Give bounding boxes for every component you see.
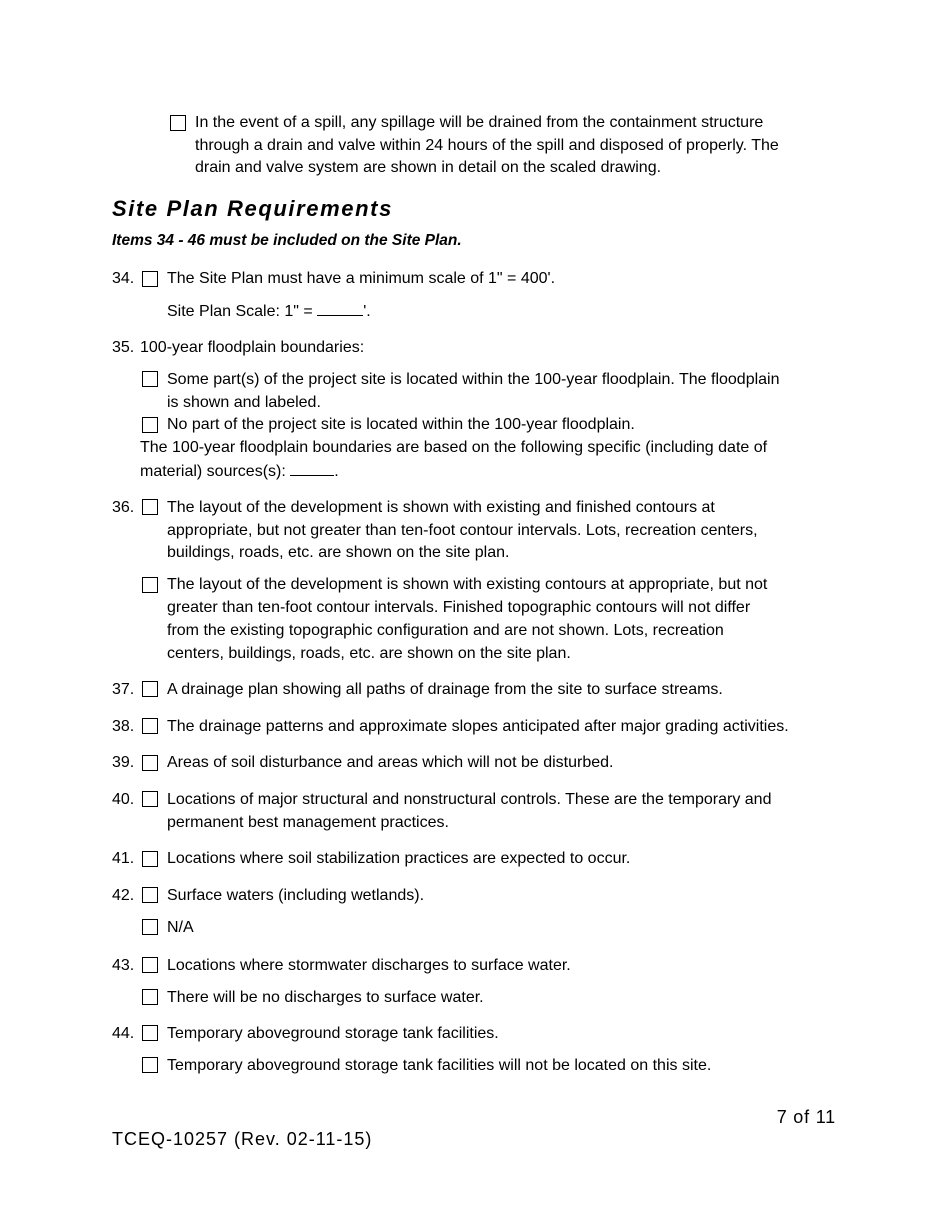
- contours-existing-line-2: greater than ten-foot contour intervals. Finished topographic contours will not differ: [167, 599, 751, 616]
- item-34-text: The Site Plan must have a minimum scale of 1" = 400'.: [167, 270, 556, 287]
- contours-existing-line-1: The layout of the development is shown with existing contours at appropriate, but not: [167, 576, 768, 593]
- item-43-number: 43.: [112, 957, 135, 974]
- contours-finished-line-3: buildings, roads, etc. are shown on the site plan.: [167, 544, 510, 561]
- item-38-checkbox[interactable]: [142, 718, 158, 734]
- floodplain-none-text: No part of the project site is located within the 100-year floodplain.: [167, 416, 635, 433]
- item-44-none-text: Temporary aboveground storage tank facilities will not be located on this site.: [167, 1057, 712, 1074]
- section-title: Site Plan Requirements: [112, 196, 393, 221]
- item-38-text: The drainage patterns and approximate slopes anticipated after major grading activities.: [167, 718, 789, 735]
- item-37-checkbox[interactable]: [142, 681, 158, 697]
- item-40-checkbox[interactable]: [142, 791, 158, 807]
- item-42-text: Surface waters (including wetlands).: [167, 887, 425, 904]
- item-42-na-checkbox[interactable]: [142, 919, 158, 935]
- item-37-text: A drainage plan showing all paths of drainage from the site to surface streams.: [167, 681, 723, 698]
- item-44-number: 44.: [112, 1025, 135, 1042]
- floodplain-source-line-1: The 100-year floodplain boundaries are based on the following specific (including date of: [140, 439, 768, 456]
- item-40-line-2: permanent best management practices.: [167, 814, 449, 831]
- section-subtitle: Items 34 - 46 must be included on the Site Plan.: [112, 232, 462, 249]
- item-41-checkbox[interactable]: [142, 851, 158, 867]
- spill-drain-checkbox[interactable]: [170, 115, 186, 131]
- floodplain-within-checkbox[interactable]: [142, 371, 158, 387]
- item-39-number: 39.: [112, 754, 135, 771]
- item-34-number: 34.: [112, 270, 135, 287]
- item-42-checkbox[interactable]: [142, 887, 158, 903]
- contours-finished-line-1: The layout of the development is shown with existing and finished contours at: [167, 499, 715, 516]
- site-plan-scale-label: Site Plan Scale: 1" =: [167, 303, 318, 320]
- form-identifier: TCEQ-10257 (Rev. 02-11-15): [112, 1129, 373, 1149]
- floodplain-source-line-2: [140, 460, 339, 483]
- item-38-number: 38.: [112, 718, 135, 735]
- contours-existing-line-4: centers, buildings, roads, etc. are shown on the site plan.: [167, 645, 571, 662]
- item-43-none-checkbox[interactable]: [142, 989, 158, 1005]
- item-42-na-text: N/A: [167, 919, 194, 936]
- floodplain-within-line-1: Some part(s) of the project site is located within the 100-year floodplain. The floodplain: [167, 371, 780, 388]
- item-41-text: Locations where soil stabilization practices are expected to occur.: [167, 850, 631, 867]
- spill-text-line-3: drain and valve system are shown in detail on the scaled drawing.: [195, 159, 662, 176]
- item-44-checkbox[interactable]: [142, 1025, 158, 1041]
- item-34-checkbox[interactable]: [142, 271, 158, 287]
- floodplain-source-input[interactable]: [290, 460, 334, 476]
- floodplain-none-checkbox[interactable]: [142, 417, 158, 433]
- item-39-checkbox[interactable]: [142, 755, 158, 771]
- site-plan-scale-input[interactable]: [317, 300, 363, 316]
- item-44-text: Temporary aboveground storage tank facilities.: [167, 1025, 499, 1042]
- floodplain-source-suffix: .: [334, 463, 339, 480]
- page-number: 7 of 11: [776, 1107, 836, 1127]
- floodplain-within-line-2: is shown and labeled.: [167, 394, 321, 411]
- item-40-line-1: Locations of major structural and nonstructural controls. These are the temporary and: [167, 791, 772, 808]
- contours-finished-checkbox[interactable]: [142, 499, 158, 515]
- contours-finished-line-2: appropriate, but not greater than ten-foot contour intervals. Lots, recreation centers,: [167, 522, 758, 539]
- site-plan-scale-field: [167, 300, 371, 323]
- site-plan-scale-suffix: '.: [363, 303, 371, 320]
- item-43-text: Locations where stormwater discharges to surface water.: [167, 957, 571, 974]
- item-43-none-text: There will be no discharges to surface water.: [167, 989, 484, 1006]
- spill-text-line-2: through a drain and valve within 24 hours of the spill and disposed of properly. The: [195, 137, 779, 154]
- contours-existing-checkbox[interactable]: [142, 577, 158, 593]
- item-43-checkbox[interactable]: [142, 957, 158, 973]
- item-44-none-checkbox[interactable]: [142, 1057, 158, 1073]
- contours-existing-line-3: from the existing topographic configuration and are not shown. Lots, recreation: [167, 622, 724, 639]
- item-35-number: 35.: [112, 339, 135, 356]
- spill-text-line-1: In the event of a spill, any spillage will be drained from the containment structure: [195, 114, 764, 131]
- item-36-number: 36.: [112, 499, 135, 516]
- item-40-number: 40.: [112, 791, 135, 808]
- item-39-text: Areas of soil disturbance and areas which will not be disturbed.: [167, 754, 614, 771]
- item-42-number: 42.: [112, 887, 135, 904]
- item-41-number: 41.: [112, 850, 135, 867]
- item-37-number: 37.: [112, 681, 135, 698]
- item-35-text: 100-year floodplain boundaries:: [140, 339, 365, 356]
- floodplain-source-label: material) sources(s):: [140, 463, 291, 480]
